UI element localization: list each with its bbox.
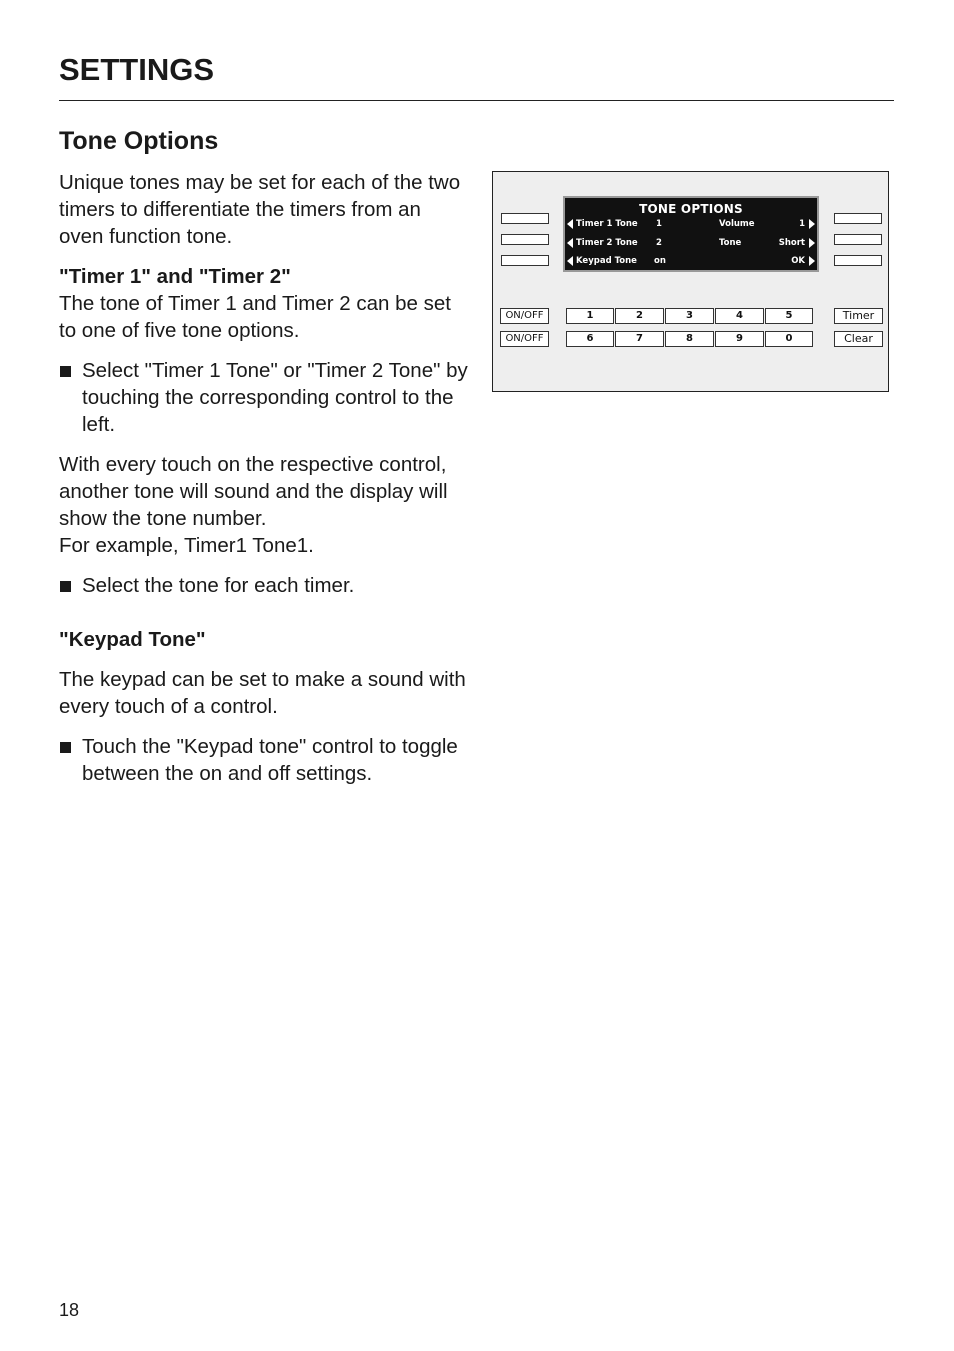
display-left-value-2: 2 — [656, 238, 662, 248]
key-4[interactable]: 4 — [715, 308, 764, 324]
touch-paragraph — [59, 451, 469, 559]
key-0[interactable]: 0 — [765, 331, 813, 347]
arrow-right-icon — [809, 256, 815, 266]
bullet-square-icon — [60, 366, 71, 377]
arrow-left-icon — [567, 256, 573, 266]
title-divider — [59, 100, 894, 101]
left-control-3[interactable] — [501, 255, 549, 266]
key-8[interactable]: 8 — [665, 331, 714, 347]
select-bullet — [59, 572, 469, 599]
key-2[interactable]: 2 — [615, 308, 664, 324]
timer-button[interactable]: Timer — [834, 308, 883, 324]
left-control-2[interactable] — [501, 234, 549, 245]
key-9[interactable]: 9 — [715, 331, 764, 347]
display-left-value-1: 1 — [656, 219, 662, 229]
clear-button[interactable]: Clear — [834, 331, 883, 347]
onoff-button-2[interactable]: ON/OFF — [500, 331, 549, 347]
key-5[interactable]: 5 — [765, 308, 813, 324]
display-left-label-3: Keypad Tone — [576, 256, 637, 266]
example-text: For example, Timer1 Tone1. — [59, 534, 314, 557]
select-bullet-text: Select the tone for each timer. — [82, 574, 355, 597]
timer-bullet — [59, 357, 469, 438]
display-left-label-2: Timer 2 Tone — [576, 238, 638, 248]
display-right-value-3: OK — [791, 256, 805, 266]
right-control-1[interactable] — [834, 213, 882, 224]
key-1[interactable]: 1 — [566, 308, 614, 324]
intro-paragraph: Unique tones may be set for each of the two timers to differentiate the timers from an oven function tone. — [59, 171, 461, 248]
section-heading: Tone Options — [59, 127, 219, 155]
arrow-left-icon — [567, 238, 573, 248]
keypad-bullet — [59, 733, 469, 787]
key-7[interactable]: 7 — [615, 331, 664, 347]
display-left-label-1: Timer 1 Tone — [576, 219, 638, 229]
keypad-paragraph: The keypad can be set to make a sound with every touch of a control. — [59, 668, 466, 718]
display-left-value-3: on — [654, 256, 666, 266]
text-column — [59, 126, 469, 800]
keypad-subheading: "Keypad Tone" — [59, 628, 206, 651]
right-control-2[interactable] — [834, 234, 882, 245]
display-right-value-1: 1 — [799, 219, 805, 229]
timer-bullet-text: Select "Timer 1 Tone" or "Timer 2 Tone" by touching the corresponding control to the left. — [82, 359, 468, 436]
left-control-1[interactable] — [501, 213, 549, 224]
keypad-bullet-text: Touch the "Keypad tone" control to toggle between the on and off settings. — [82, 735, 458, 785]
page-title: SETTINGS — [59, 52, 215, 87]
display-right-label-1: Volume — [719, 219, 755, 229]
right-control-3[interactable] — [834, 255, 882, 266]
arrow-right-icon — [809, 219, 815, 229]
display-screen — [563, 196, 819, 272]
display-right-label-2: Tone — [719, 238, 742, 248]
key-3[interactable]: 3 — [665, 308, 714, 324]
display-title: TONE OPTIONS — [639, 202, 743, 216]
bullet-square-icon — [60, 742, 71, 753]
timer-paragraph: The tone of Timer 1 and Timer 2 can be set to one of five tone options. — [59, 292, 451, 342]
arrow-right-icon — [809, 238, 815, 248]
page-number: 18 — [59, 1300, 80, 1320]
timer-subheading: "Timer 1" and "Timer 2" — [59, 265, 291, 288]
onoff-button-1[interactable]: ON/OFF — [500, 308, 549, 324]
touch-text: With every touch on the respective control, another tone will sound and the display will show the tone number. — [59, 453, 448, 530]
display-right-value-2: Short — [778, 238, 805, 248]
key-6[interactable]: 6 — [566, 331, 614, 347]
arrow-left-icon — [567, 219, 573, 229]
control-panel-illustration — [492, 171, 889, 392]
bullet-square-icon — [60, 581, 71, 592]
